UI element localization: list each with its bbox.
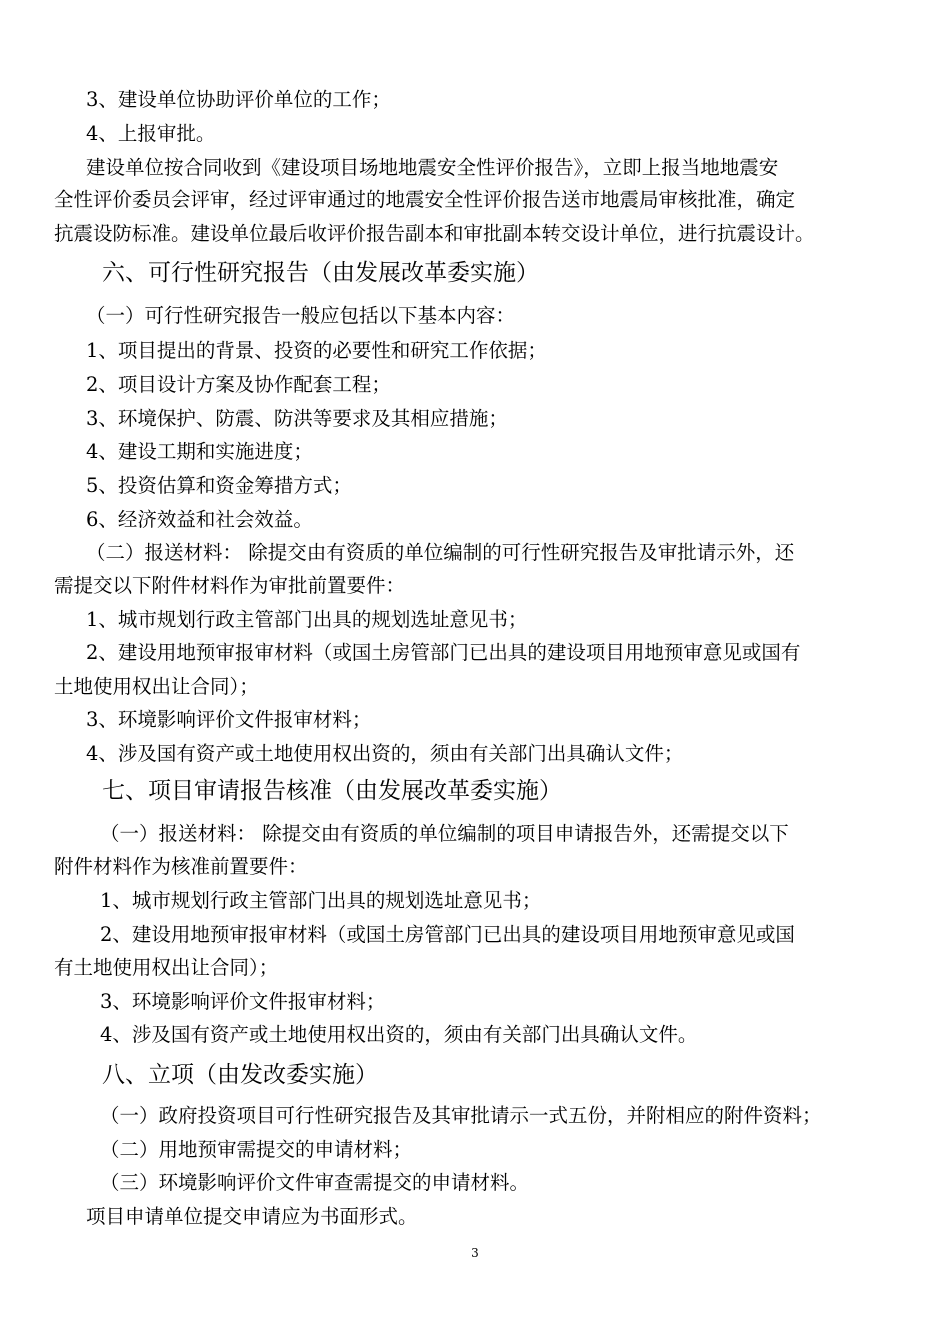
- list-item: 2、建设用地预审报审材料（或国土房管部门已出具的建设项目用地预审意见或国: [100, 923, 795, 946]
- list-item: 2、建设用地预审报审材料（或国土房管部门已出具的建设项目用地预审意见或国有: [86, 641, 801, 664]
- list-item: 3、环境影响评价文件报审材料；: [86, 708, 372, 731]
- list-item: （一）政府投资项目可行性研究报告及其审批请示一式五份，并附相应的附件资料；: [100, 1104, 822, 1127]
- list-item: 4、涉及国有资产或土地使用权出资的，须由有关部门出具确认文件；: [86, 742, 684, 765]
- list-item: 4、建设工期和实施进度；: [86, 440, 313, 463]
- page-number: 3: [471, 1246, 479, 1260]
- paragraph-line: 附件材料作为核准前置要件：: [54, 855, 308, 878]
- paragraph-line: （二）报送材料： 除提交由有资质的单位编制的可行性研究报告及审批请示外，还: [86, 541, 795, 564]
- list-item: （二）用地预审需提交的申请材料；: [100, 1138, 413, 1161]
- paragraph-line: 有土地使用权出让合同）；: [54, 956, 279, 979]
- paragraph-line: （一）报送材料： 除提交由有资质的单位编制的项目申请报告外，还需提交以下: [100, 822, 789, 845]
- list-item: 5、投资估算和资金筹措方式；: [86, 474, 352, 497]
- list-item: 6、经济效益和社会效益。: [86, 508, 313, 531]
- section-heading: 六、可行性研究报告（由发展改革委实施）: [102, 260, 539, 286]
- list-item: 1、城市规划行政主管部门出具的规划选址意见书；: [86, 608, 528, 631]
- list-item: 1、城市规划行政主管部门出具的规划选址意见书；: [100, 889, 542, 912]
- paragraph-line: 3、建设单位协助评价单位的工作；: [86, 88, 391, 111]
- section-heading: 七、项目审请报告核准（由发展改革委实施）: [102, 778, 562, 804]
- paragraph-line: 全性评价委员会评审，经过评审通过的地震安全性评价报告送市地震局审核批准，确定: [54, 188, 796, 211]
- section-heading: 八、立项（由发改委实施）: [102, 1062, 378, 1088]
- list-item: 2、项目设计方案及协作配套工程；: [86, 373, 391, 396]
- list-item: 4、涉及国有资产或土地使用权出资的，须由有关部门出具确认文件。: [100, 1023, 698, 1046]
- list-item: 1、项目提出的背景、投资的必要性和研究工作依据；: [86, 339, 547, 362]
- list-item: （三）环境影响评价文件审查需提交的申请材料。: [100, 1171, 530, 1194]
- paragraph-line: 4、上报审批。: [86, 122, 216, 145]
- paragraph-line: 建设单位按合同收到《建设项目场地地震安全性评价报告》，立即上报当地地震安: [86, 156, 779, 179]
- paragraph-line: 需提交以下附件材料作为审批前置要件：: [54, 574, 406, 597]
- list-item: 3、环境保护、防震、防洪等要求及其相应措施；: [86, 407, 508, 430]
- paragraph-line: 抗震设防标准。建设单位最后收评价报告副本和审批副本转交设计单位，进行抗震设计。: [54, 222, 815, 245]
- list-item: 3、环境影响评价文件报审材料；: [100, 990, 386, 1013]
- paragraph-line: （一）可行性研究报告一般应包括以下基本内容：: [86, 304, 516, 327]
- paragraph-line: 项目申请单位提交申请应为书面形式。: [86, 1205, 418, 1228]
- paragraph-line: 土地使用权出让合同）；: [54, 675, 259, 698]
